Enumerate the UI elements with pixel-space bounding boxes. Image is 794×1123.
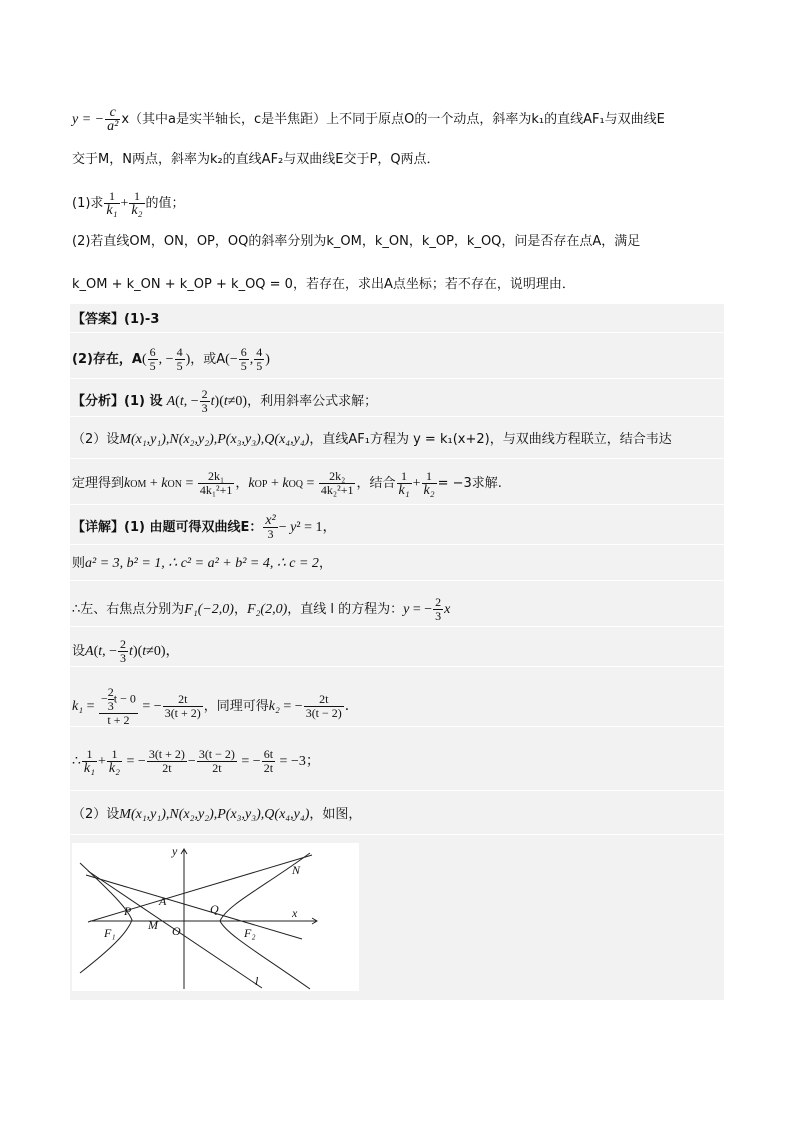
label-l: l [255, 974, 259, 988]
question-1: (1)求 $\frac{1}{\text{k₁}}$ + $\frac{1}{\text{k₂}}$ 的值； [72, 189, 185, 218]
detail-line-2: 则a² = 3, b² = 1, ∴ c² = a² + b² = 4, ∴ c = 2， [72, 556, 332, 571]
label-N: N [292, 863, 301, 877]
row-divider [70, 626, 724, 627]
question-2-line-2: k_OM + k_ON + k_OP + k_OQ = 0，若存在，求出A点坐标；若不存在，说明理由． [72, 277, 575, 292]
detail-line-1: 【详解】(1) 由题可得双曲线E： $\frac{\text{x²}}{3}$ − y² = 1， [72, 513, 337, 541]
detail-line-6: ∴ $\frac{1}{\text{k₁}}$ + $\frac{1}{\text{k₂}}$ = − $\frac{3(t + 2)}{2t}$ − $\frac{3(t - 2)}{2t}$ = − $\frac{6t}{2t}$ = −3； [72, 747, 320, 776]
label-M: M [148, 918, 158, 932]
question-2-line-1: (2)若直线OM，ON，OP，OQ的斜率分别为k_OM，k_ON，k_OP，k_OQ，问是否存在点A，满足 [72, 234, 641, 249]
row-divider [70, 834, 724, 835]
label-A: A [159, 894, 167, 908]
detail-line-3: ∴左、右焦点分别为F₁(−2,0)，F₂(2,0)，直线 l 的方程为：y = − $\frac{2}{3}$ x [72, 595, 451, 623]
c-over-a-squared: $\frac{c}{\text{a²}}$ [107, 105, 119, 134]
line-af2 [86, 875, 302, 939]
analysis-line-2: （2）设M(x₁,y₁),N(x₂,y₂),P(x₃,y₃),Q(x₄,y₄)，直线AF₁方程为 y = k₁(x+2)，与双曲线方程联立，结合韦达 [72, 432, 672, 447]
row-divider [70, 580, 724, 581]
problem-text-1: x（其中a是实半轴长，c是半焦距）上不同于原点O的一个动点，斜率为k₁的直线AF₁与双曲线E [121, 112, 665, 127]
answer-part-2: (2)存在，A( $\frac{6}{5}$ , − $\frac{4}{5}$ )，或A(− $\frac{6}{5}$ , $\frac{4}{5}$ ) [72, 345, 270, 373]
label-y: y [172, 844, 178, 858]
line-l-equation-start: y = − [72, 112, 105, 127]
label-F1: F₁ [104, 926, 116, 940]
label-x: x [292, 906, 298, 920]
row-divider [70, 666, 724, 667]
row-divider [70, 544, 724, 545]
row-divider [70, 378, 724, 379]
row-divider [70, 416, 724, 417]
detail-line-4: 设A(t, − $\frac{2}{3}$ t)(t≠0)， [72, 637, 180, 665]
row-divider [70, 458, 724, 459]
detail-line-7: （2）设M(x₁,y₁),N(x₂,y₂),P(x₃,y₃),Q(x₄,y₄)，如图， [72, 807, 362, 822]
detail-line-5: k₁ = − $\frac{2}{3}$ t − 0 t + 2 = − $\frac{2t}{3(t + 2)}$ ，同理可得k₂ = − $\frac{2t}{3(t - 2)}$ ． [72, 685, 359, 727]
answer-label: 【答案】(1)-3 [72, 312, 160, 327]
hyperbola-figure [72, 843, 359, 991]
label-F2: F₂ [244, 926, 256, 940]
label-P: P [124, 904, 132, 918]
label-Q: Q [210, 902, 219, 916]
label-O: O [172, 924, 181, 938]
analysis-line-1: 【分析】(1) 设 A(t, − $\frac{2}{3}$ t)(t≠0)，利用斜率公式求解； [72, 387, 378, 415]
row-divider [70, 332, 724, 333]
problem-line-2: 交于M，N两点，斜率为k₂的直线AF₂与双曲线E交于P，Q两点． [72, 152, 440, 167]
left-branch [80, 863, 132, 973]
row-divider [70, 504, 724, 505]
problem-line-1 [72, 106, 665, 133]
row-divider [70, 790, 724, 791]
line-af1 [88, 855, 312, 922]
analysis-line-3: 定理得到kOM + kON = $\frac{\text{2k₁}}{\text{4k₁²+1}}$ ，kOP + kOQ = $\frac{\text{2k₂}}{\text{4k₂²+1}}$ ，结合 $\frac{1}{\text{k₁}}$ + $\frac{1}{\text{k₂}}$ = −3求解. [72, 469, 502, 498]
hyperbola-diagram [72, 843, 359, 991]
